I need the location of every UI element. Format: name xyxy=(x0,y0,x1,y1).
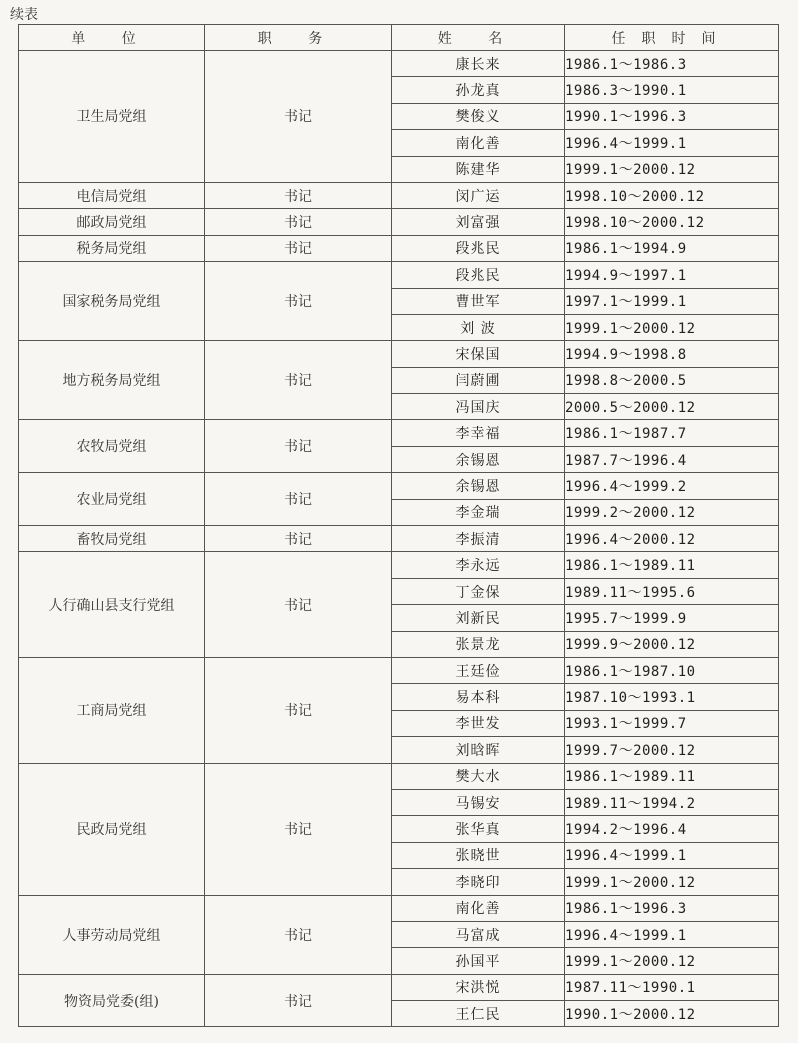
name-cell: 王廷俭 xyxy=(392,657,565,683)
unit-cell: 税务局党组 xyxy=(19,235,205,261)
unit-cell: 人事劳动局党组 xyxy=(19,895,205,974)
unit-cell: 民政局党组 xyxy=(19,763,205,895)
header-post: 职 务 xyxy=(205,25,392,51)
post-cell: 书记 xyxy=(205,657,392,763)
term-cell: 1997.1～1999.1 xyxy=(565,288,779,314)
term-cell: 1996.4～1999.1 xyxy=(565,130,779,156)
name-cell: 刘晗晖 xyxy=(392,737,565,763)
name-cell: 刘新民 xyxy=(392,605,565,631)
name-cell: 李振清 xyxy=(392,526,565,552)
post-cell: 书记 xyxy=(205,235,392,261)
post-cell: 书记 xyxy=(205,262,392,341)
term-cell: 1986.3～1990.1 xyxy=(565,77,779,103)
term-cell: 1987.11～1990.1 xyxy=(565,974,779,1000)
term-cell: 1986.1～1987.10 xyxy=(565,657,779,683)
name-cell: 曹世军 xyxy=(392,288,565,314)
name-cell: 王仁民 xyxy=(392,1001,565,1027)
term-cell: 1999.7～2000.12 xyxy=(565,737,779,763)
table-row xyxy=(19,473,779,499)
unit-cell: 国家税务局党组 xyxy=(19,262,205,341)
post-cell: 书记 xyxy=(205,895,392,974)
post-cell: 书记 xyxy=(205,209,392,235)
header-row xyxy=(19,25,779,51)
post-cell: 书记 xyxy=(205,473,392,526)
term-cell: 1999.1～2000.12 xyxy=(565,314,779,340)
term-cell: 1998.8～2000.5 xyxy=(565,367,779,393)
table-row xyxy=(19,526,779,552)
name-cell: 康长来 xyxy=(392,51,565,77)
unit-cell: 农业局党组 xyxy=(19,473,205,526)
unit-cell: 工商局党组 xyxy=(19,657,205,763)
name-cell: 孙国平 xyxy=(392,948,565,974)
name-cell: 段兆民 xyxy=(392,262,565,288)
name-cell: 余锡恩 xyxy=(392,446,565,472)
term-cell: 1986.1～1989.11 xyxy=(565,763,779,789)
name-cell: 闵广运 xyxy=(392,182,565,208)
term-cell: 1990.1～1996.3 xyxy=(565,103,779,129)
name-cell: 丁金保 xyxy=(392,578,565,604)
term-cell: 1999.1～2000.12 xyxy=(565,156,779,182)
name-cell: 余锡恩 xyxy=(392,473,565,499)
post-cell: 书记 xyxy=(205,526,392,552)
name-cell: 南化善 xyxy=(392,130,565,156)
unit-cell: 畜牧局党组 xyxy=(19,526,205,552)
term-cell: 1990.1～2000.12 xyxy=(565,1001,779,1027)
post-cell: 书记 xyxy=(205,51,392,183)
name-cell: 刘 波 xyxy=(392,314,565,340)
officials-table xyxy=(18,24,779,1027)
table-body xyxy=(19,51,779,1027)
table-row xyxy=(19,763,779,789)
header-name: 姓 名 xyxy=(392,25,565,51)
name-cell: 张晓世 xyxy=(392,842,565,868)
term-cell: 1996.4～2000.12 xyxy=(565,526,779,552)
term-cell: 1986.1～1989.11 xyxy=(565,552,779,578)
table-row xyxy=(19,657,779,683)
post-cell: 书记 xyxy=(205,182,392,208)
name-cell: 闫蔚圃 xyxy=(392,367,565,393)
term-cell: 1989.11～1995.6 xyxy=(565,578,779,604)
table-row xyxy=(19,552,779,578)
name-cell: 刘富强 xyxy=(392,209,565,235)
term-cell: 1999.2～2000.12 xyxy=(565,499,779,525)
table-row xyxy=(19,974,779,1000)
table-row xyxy=(19,209,779,235)
table-row xyxy=(19,420,779,446)
post-cell: 书记 xyxy=(205,420,392,473)
name-cell: 马富成 xyxy=(392,921,565,947)
name-cell: 南化善 xyxy=(392,895,565,921)
table-row xyxy=(19,341,779,367)
name-cell: 李金瑞 xyxy=(392,499,565,525)
name-cell: 段兆民 xyxy=(392,235,565,261)
term-cell: 1994.9～1997.1 xyxy=(565,262,779,288)
name-cell: 冯国庆 xyxy=(392,394,565,420)
term-cell: 1993.1～1999.7 xyxy=(565,710,779,736)
table-row xyxy=(19,895,779,921)
unit-cell: 卫生局党组 xyxy=(19,51,205,183)
table-row xyxy=(19,262,779,288)
term-cell: 1986.1～1994.9 xyxy=(565,235,779,261)
term-cell: 1998.10～2000.12 xyxy=(565,209,779,235)
name-cell: 樊俊义 xyxy=(392,103,565,129)
name-cell: 马锡安 xyxy=(392,789,565,815)
term-cell: 1994.2～1996.4 xyxy=(565,816,779,842)
post-cell: 书记 xyxy=(205,974,392,1027)
name-cell: 李世发 xyxy=(392,710,565,736)
header-unit: 单 位 xyxy=(19,25,205,51)
term-cell: 1986.1～1986.3 xyxy=(565,51,779,77)
term-cell: 1996.4～1999.1 xyxy=(565,842,779,868)
name-cell: 李晓印 xyxy=(392,869,565,895)
table-caption: 续表 xyxy=(10,7,38,23)
term-cell: 1996.4～1999.2 xyxy=(565,473,779,499)
term-cell: 1986.1～1996.3 xyxy=(565,895,779,921)
term-cell: 1986.1～1987.7 xyxy=(565,420,779,446)
name-cell: 张华真 xyxy=(392,816,565,842)
term-cell: 2000.5～2000.12 xyxy=(565,394,779,420)
table-row xyxy=(19,235,779,261)
name-cell: 李幸福 xyxy=(392,420,565,446)
term-cell: 1999.1～2000.12 xyxy=(565,869,779,895)
unit-cell: 物资局党委(组) xyxy=(19,974,205,1027)
term-cell: 1995.7～1999.9 xyxy=(565,605,779,631)
post-cell: 书记 xyxy=(205,552,392,658)
term-cell: 1999.1～2000.12 xyxy=(565,948,779,974)
table-row xyxy=(19,51,779,77)
name-cell: 宋洪悦 xyxy=(392,974,565,1000)
name-cell: 孙龙真 xyxy=(392,77,565,103)
term-cell: 1994.9～1998.8 xyxy=(565,341,779,367)
name-cell: 李永远 xyxy=(392,552,565,578)
term-cell: 1989.11～1994.2 xyxy=(565,789,779,815)
name-cell: 易本科 xyxy=(392,684,565,710)
unit-cell: 邮政局党组 xyxy=(19,209,205,235)
unit-cell: 农牧局党组 xyxy=(19,420,205,473)
unit-cell: 人行确山县支行党组 xyxy=(19,552,205,658)
header-term: 任职时间 xyxy=(565,25,779,51)
name-cell: 樊大水 xyxy=(392,763,565,789)
post-cell: 书记 xyxy=(205,763,392,895)
unit-cell: 地方税务局党组 xyxy=(19,341,205,420)
term-cell: 1987.7～1996.4 xyxy=(565,446,779,472)
term-cell: 1998.10～2000.12 xyxy=(565,182,779,208)
post-cell: 书记 xyxy=(205,341,392,420)
term-cell: 1987.10～1993.1 xyxy=(565,684,779,710)
term-cell: 1996.4～1999.1 xyxy=(565,921,779,947)
table-row xyxy=(19,182,779,208)
term-cell: 1999.9～2000.12 xyxy=(565,631,779,657)
name-cell: 陈建华 xyxy=(392,156,565,182)
unit-cell: 电信局党组 xyxy=(19,182,205,208)
name-cell: 张景龙 xyxy=(392,631,565,657)
name-cell: 宋保国 xyxy=(392,341,565,367)
